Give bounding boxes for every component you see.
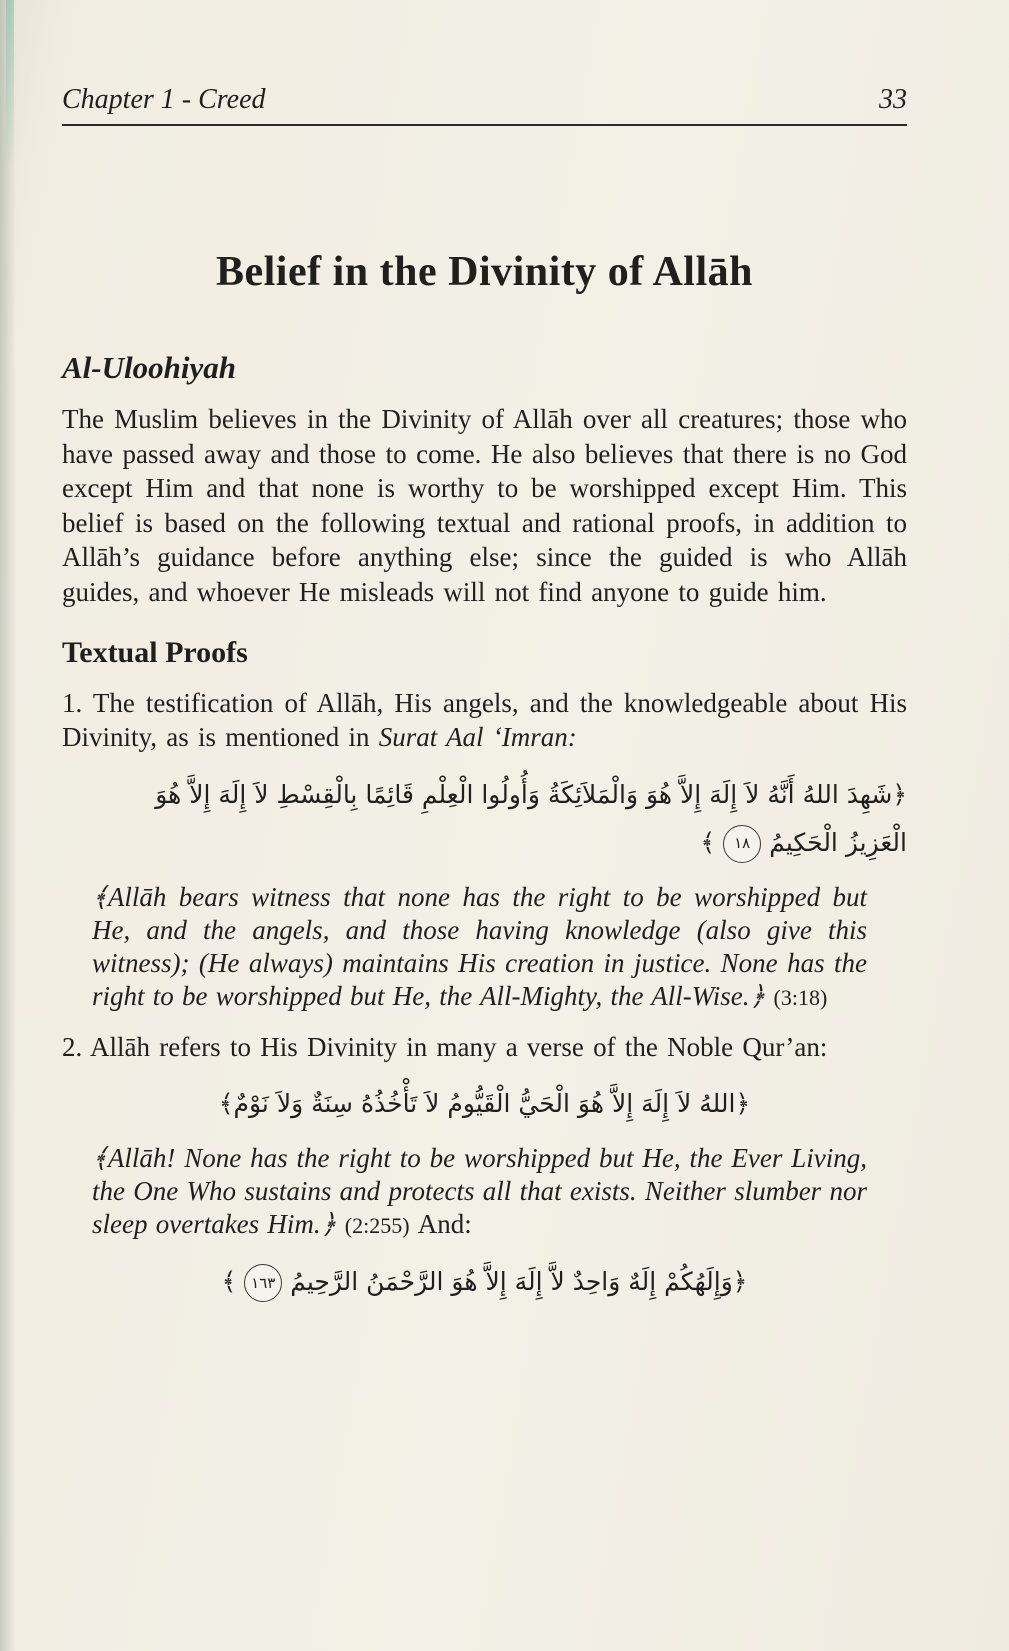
verse-3-18-line-2	[72, 819, 907, 867]
verse-reference-3-18: (3:18)	[773, 984, 828, 1010]
and-label: And:	[417, 1209, 472, 1240]
ayah-number-badge-163: ١٦٣	[244, 1264, 282, 1302]
verse-3-18-line-2-text: الْعَزِيزُ الْحَكِيمُ	[769, 827, 907, 857]
scan-corner-artifact	[6, 0, 14, 170]
verse-3-18-line-1: ﴿شَهِدَ اللهُ أَنَّهُ لاَ إِلَهَ إِلاَّ هُوَ وَالْمَلاَئِكَةُ وَأُولُوا الْعِلْمِ قَائِمًا بِالْقِسْطِ لاَ إِلَهَ إِلاَّ هُوَ	[155, 779, 907, 809]
paragraph-proof-1	[62, 686, 907, 755]
verse-2-163-text: ﴿وَإِلَهُكُمْ إِلَهٌ وَاحِدٌ لاَّ إِلَهَ إِلاَّ هُوَ الرَّحْمَنُ الرَّحِيمُ	[290, 1267, 748, 1297]
proof-1-intro-text: 1. The testification of Allāh, His angels, and the knowledgeable about His Divinity, as is mentioned in	[62, 687, 907, 753]
quran-verse-2-163	[62, 1258, 907, 1306]
verse-reference-2-255: (2:255)	[344, 1213, 410, 1239]
chapter-title: Chapter 1 - Creed	[62, 84, 266, 115]
page-title: Belief in the Divinity of Allāh	[215, 249, 753, 295]
ornate-closing-bracket-3-18: ﴾	[700, 827, 716, 857]
quran-verse-2-255: ﴿اللهُ لاَ إِلَهَ إِلاَّ هُوَ الْحَيُّ الْقَيُّومُ لاَ تَأْخُذُهُ سِنَةٌ وَلاَ نَوْمٌ﴾	[218, 1089, 751, 1119]
translation-3-18	[92, 881, 867, 1014]
translation-3-18-text: ﴾Allāh bears witness that none has the right to be worshipped but He, and the angels, and those having knowledge (also give this witness); (He always) maintains His creation in justice. None has the right to be worshipped but He, the All-Mighty, the All-Wise.﴿	[92, 881, 867, 1011]
page-header	[62, 84, 907, 116]
quran-verse-3-18	[62, 771, 907, 867]
paragraph-uloohiyah: The Muslim believes in the Divinity of Allāh over all creatures; those who have passed away and those to come. He also believes that there is no God except Him and that none is worthy to be worshipped except Him. This belief is based on the following textual and rational proofs, in addition to Allāh’s guidance before anything else; since the guided is who Allāh guides, and whoever He misleads will not find anyone to guide him.	[62, 404, 907, 607]
surah-name: Surat Aal ‘Imran:	[378, 722, 577, 753]
ayah-number-badge-18: ١٨	[723, 825, 761, 863]
scan-edge-shadow	[0, 0, 16, 1651]
paragraph-proof-2: 2. Allāh refers to His Divinity in many a verse of the Noble Qur’an:	[62, 1031, 828, 1062]
ornate-closing-bracket-2-163: ﴾	[221, 1267, 237, 1297]
translation-2-255-text: ﴾Allāh! None has the right to be worshipped but He, the Ever Living, the One Who sustains and protects all that exists. Neither slumber nor sleep overtakes Him.﴿	[92, 1143, 867, 1240]
heading-textual-proofs: Textual Proofs	[62, 635, 248, 669]
heading-al-uloohiyah: Al-Uloohiyah	[62, 350, 236, 385]
page-number: 33	[879, 84, 907, 115]
page-content	[62, 84, 907, 1306]
header-rule	[62, 124, 907, 126]
translation-2-255	[92, 1142, 867, 1242]
